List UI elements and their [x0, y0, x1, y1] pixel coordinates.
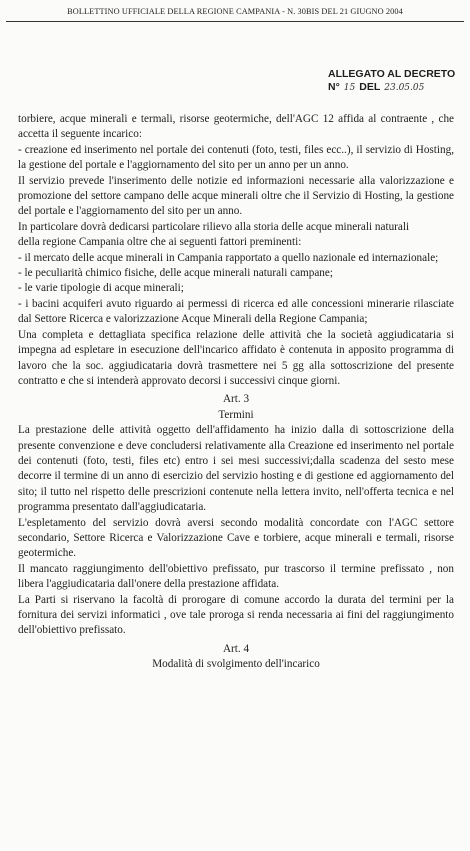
paragraph: - le varie tipologie di acque minerali; — [18, 282, 184, 295]
paragraph: In particolare dovrà dedicarsi particolare rilievo alla storia delle acque minerali naturali — [18, 220, 410, 233]
paragraph: - creazione ed inserimento nel portale dei contenuti (foto, testi, files ecc..), il servizio di Hosting, la gestione del portale e l'aggiornamento del sito per un anno per un anno. — [18, 143, 454, 172]
paragraph: - i bacini acquiferi avuto riguardo ai permessi di ricerca ed alle concessioni minerarie rilasciate dal Settore Ricerca e valorizzazione Acque Minerali della Regione Campania; — [18, 297, 454, 326]
stamp-number-line — [328, 81, 458, 95]
paragraph: Il servizio prevede l'inserimento delle notizie ed informazioni necessarie alla valorizzazione e promozione del settore campano delle acque minerali oltre che il Servizio di Hosting, la gestione del portale e l'aggiornamento del sito per un anno. — [18, 174, 454, 218]
bulletin-header: BOLLETTINO UFFICIALE DELLA REGIONE CAMPANIA - N. 30BIS DEL 21 GIUGNO 2004 — [67, 7, 403, 16]
document-body — [18, 112, 454, 673]
stamp-n-label: N° — [328, 81, 340, 93]
article-3-title: Termini — [218, 408, 254, 421]
header-rule — [6, 21, 464, 22]
stamp-n-value: 15 — [343, 83, 356, 93]
paragraph: - il mercato delle acque minerali in Campania rapportato a quello nazionale ed internazionale; — [18, 251, 439, 264]
article-4-number: Art. 4 — [222, 642, 250, 655]
paragraph: della regione Campania oltre che ai seguenti fattori preminenti: — [18, 236, 302, 249]
paragraph: La prestazione delle attività oggetto dell'affidamento ha inizio dalla di sottoscrizione della presente convenzione e deve concludersi relativamente alla Creazione ed inserimento nel portale dei contenuti (foto, testi, files etc) entro i sei mesi successivi;dalla scadenza del sesto mese decorre il termine di un anno di esercizio del servizio hosting e di gestione ed aggiornamento del sito; il tutto nel rispetto delle prescrizioni contenute nella lettera invito, nell'offerta tecnica e nel programma presentato dall'aggiudicataria. — [18, 424, 454, 514]
paragraph: L'espletamento del servizio dovrà aversi secondo modalità concordate con l'AGC settore secondario, Settore Ricerca e Valorizzazione Cave e torbiere, acque minerali e termali, risorse geotermiche. — [18, 516, 454, 560]
paragraph: La Parti si riservano la facoltà di prorogare di comune accordo la durata del termini per la fornitura dei servizi informatici , ove tale proroga si renda necessaria ai fini del raggiungimento dell'obiettivo prefissato. — [18, 593, 454, 637]
stamp-del-value: 23.05.05 — [384, 83, 425, 93]
stamp-title: ALLEGATO AL DECRETO — [328, 68, 456, 80]
decree-stamp — [328, 68, 458, 95]
article-3-number: Art. 3 — [222, 393, 250, 406]
paragraph: Il mancato raggiungimento dell'obiettivo prefissato, pur trascorso il termine prefissato , non libera l'aggiudicataria dall'onere della prestazione affidata. — [18, 562, 454, 591]
article-4-title: Modalità di svolgimento dell'incarico — [152, 658, 320, 671]
paragraph: torbiere, acque minerali e termali, risorse geotermiche, dell'AGC 12 affida al contraente , che accetta il seguente incarico: — [18, 113, 454, 141]
paragraph: Una completa e dettagliata specifica relazione delle attività che la società aggiudicataria si impegna ad espletare in esecuzione dell'incarico affidato è contenuta in apposito programma di lavoro che la soc. aggiudicataria dovrà trasmettere nei 5 gg alla sottoscrizione del presente contratto e che si intenderà approvato decorsi i successivi cinque giorni. — [18, 328, 454, 387]
stamp-del-label: DEL — [359, 81, 381, 93]
paragraph: - le peculiarità chimico fisiche, delle acque minerali naturali campane; — [18, 267, 333, 280]
